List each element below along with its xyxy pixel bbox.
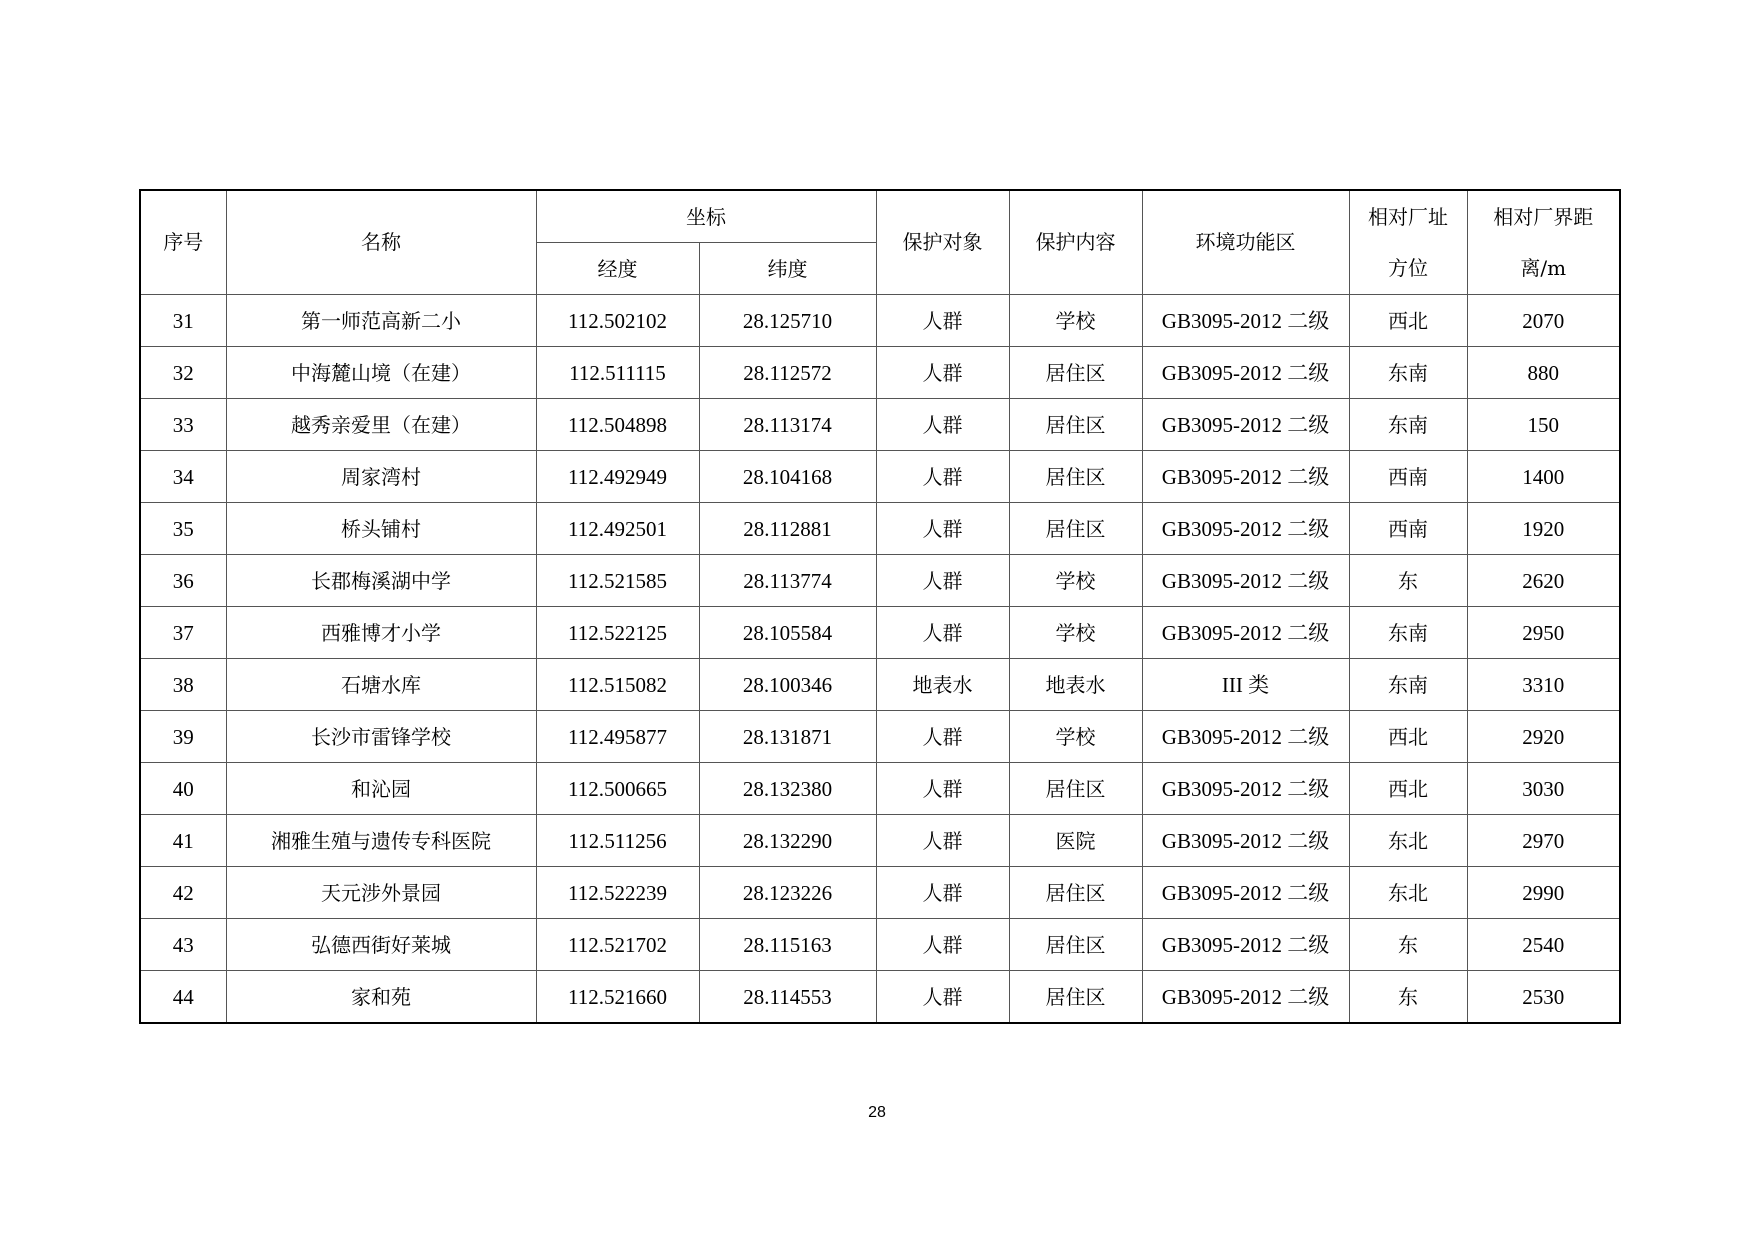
cell-protect-target: 人群 xyxy=(876,555,1009,607)
cell-protect-target: 人群 xyxy=(876,763,1009,815)
cell-env-zone: GB3095-2012 二级 xyxy=(1142,711,1349,763)
header-distance-line1: 相对厂界距 xyxy=(1493,204,1594,229)
header-seq: 序号 xyxy=(140,190,226,295)
cell-protect-content: 学校 xyxy=(1009,607,1142,659)
cell-protect-target: 人群 xyxy=(876,971,1009,1024)
cell-env-zone: GB3095-2012 二级 xyxy=(1142,971,1349,1024)
cell-direction: 东南 xyxy=(1349,659,1467,711)
cell-protect-content: 医院 xyxy=(1009,815,1142,867)
cell-latitude: 28.113774 xyxy=(699,555,876,607)
cell-latitude: 28.113174 xyxy=(699,399,876,451)
cell-seq: 41 xyxy=(140,815,226,867)
cell-protect-target: 人群 xyxy=(876,295,1009,347)
cell-seq: 36 xyxy=(140,555,226,607)
cell-direction: 东北 xyxy=(1349,867,1467,919)
cell-name: 周家湾村 xyxy=(226,451,536,503)
cell-direction: 东 xyxy=(1349,919,1467,971)
cell-protect-content: 居住区 xyxy=(1009,399,1142,451)
cell-seq: 35 xyxy=(140,503,226,555)
cell-name: 天元涉外景园 xyxy=(226,867,536,919)
cell-protect-content: 学校 xyxy=(1009,711,1142,763)
cell-distance: 880 xyxy=(1467,347,1620,399)
cell-longitude: 112.492949 xyxy=(536,451,699,503)
cell-direction: 东 xyxy=(1349,555,1467,607)
cell-protect-content: 居住区 xyxy=(1009,919,1142,971)
cell-env-zone: GB3095-2012 二级 xyxy=(1142,399,1349,451)
cell-latitude: 28.114553 xyxy=(699,971,876,1024)
table-row xyxy=(140,971,1620,1024)
cell-protect-target: 人群 xyxy=(876,503,1009,555)
sensitive-targets-table xyxy=(139,189,1621,1024)
cell-direction: 西南 xyxy=(1349,451,1467,503)
cell-direction: 西南 xyxy=(1349,503,1467,555)
cell-protect-content: 居住区 xyxy=(1009,971,1142,1024)
table-row xyxy=(140,607,1620,659)
table-row xyxy=(140,763,1620,815)
cell-seq: 32 xyxy=(140,347,226,399)
header-row-1 xyxy=(140,190,1620,243)
cell-distance: 3310 xyxy=(1467,659,1620,711)
cell-distance: 1400 xyxy=(1467,451,1620,503)
header-direction xyxy=(1349,190,1467,295)
cell-longitude: 112.511256 xyxy=(536,815,699,867)
cell-name: 湘雅生殖与遗传专科医院 xyxy=(226,815,536,867)
header-name: 名称 xyxy=(226,190,536,295)
cell-name: 越秀亲爱里（在建） xyxy=(226,399,536,451)
cell-env-zone: GB3095-2012 二级 xyxy=(1142,763,1349,815)
header-longitude: 经度 xyxy=(536,243,699,295)
cell-protect-target: 人群 xyxy=(876,815,1009,867)
cell-protect-target: 人群 xyxy=(876,347,1009,399)
cell-longitude: 112.492501 xyxy=(536,503,699,555)
header-protect-content: 保护内容 xyxy=(1009,190,1142,295)
cell-latitude: 28.123226 xyxy=(699,867,876,919)
cell-name: 石塘水库 xyxy=(226,659,536,711)
header-direction-line1: 相对厂址 xyxy=(1368,204,1448,229)
header-env-zone: 环境功能区 xyxy=(1142,190,1349,295)
cell-distance: 2620 xyxy=(1467,555,1620,607)
cell-latitude: 28.131871 xyxy=(699,711,876,763)
cell-direction: 东南 xyxy=(1349,399,1467,451)
header-direction-line2: 方位 xyxy=(1388,255,1428,280)
cell-env-zone: GB3095-2012 二级 xyxy=(1142,503,1349,555)
cell-name: 弘德西街好莱城 xyxy=(226,919,536,971)
header-protect-target: 保护对象 xyxy=(876,190,1009,295)
cell-longitude: 112.511115 xyxy=(536,347,699,399)
cell-distance: 2920 xyxy=(1467,711,1620,763)
cell-env-zone: GB3095-2012 二级 xyxy=(1142,867,1349,919)
cell-name: 第一师范高新二小 xyxy=(226,295,536,347)
cell-env-zone: GB3095-2012 二级 xyxy=(1142,555,1349,607)
header-distance xyxy=(1467,190,1620,295)
cell-name: 长郡梅溪湖中学 xyxy=(226,555,536,607)
cell-seq: 31 xyxy=(140,295,226,347)
table-body xyxy=(140,295,1620,1024)
cell-distance: 1920 xyxy=(1467,503,1620,555)
cell-seq: 37 xyxy=(140,607,226,659)
cell-direction: 西北 xyxy=(1349,711,1467,763)
cell-name: 西雅博才小学 xyxy=(226,607,536,659)
page-number: 28 xyxy=(868,1104,886,1121)
cell-longitude: 112.502102 xyxy=(536,295,699,347)
cell-longitude: 112.504898 xyxy=(536,399,699,451)
cell-distance: 150 xyxy=(1467,399,1620,451)
cell-direction: 西北 xyxy=(1349,295,1467,347)
header-coords: 坐标 xyxy=(536,190,876,243)
cell-distance: 3030 xyxy=(1467,763,1620,815)
cell-longitude: 112.495877 xyxy=(536,711,699,763)
cell-longitude: 112.521660 xyxy=(536,971,699,1024)
cell-distance: 2070 xyxy=(1467,295,1620,347)
cell-protect-target: 人群 xyxy=(876,607,1009,659)
cell-protect-content: 学校 xyxy=(1009,295,1142,347)
cell-env-zone: GB3095-2012 二级 xyxy=(1142,919,1349,971)
cell-longitude: 112.521702 xyxy=(536,919,699,971)
table-row xyxy=(140,919,1620,971)
header-latitude: 纬度 xyxy=(699,243,876,295)
cell-longitude: 112.515082 xyxy=(536,659,699,711)
cell-distance: 2530 xyxy=(1467,971,1620,1024)
cell-longitude: 112.522239 xyxy=(536,867,699,919)
cell-seq: 43 xyxy=(140,919,226,971)
cell-latitude: 28.132380 xyxy=(699,763,876,815)
cell-direction: 东北 xyxy=(1349,815,1467,867)
cell-protect-target: 人群 xyxy=(876,867,1009,919)
cell-direction: 东 xyxy=(1349,971,1467,1024)
cell-protect-content: 居住区 xyxy=(1009,763,1142,815)
cell-direction: 西北 xyxy=(1349,763,1467,815)
table-row xyxy=(140,503,1620,555)
cell-protect-target: 人群 xyxy=(876,399,1009,451)
cell-env-zone: GB3095-2012 二级 xyxy=(1142,347,1349,399)
cell-env-zone: GB3095-2012 二级 xyxy=(1142,295,1349,347)
cell-protect-content: 地表水 xyxy=(1009,659,1142,711)
table-row xyxy=(140,451,1620,503)
cell-longitude: 112.521585 xyxy=(536,555,699,607)
table-row xyxy=(140,659,1620,711)
cell-env-zone: GB3095-2012 二级 xyxy=(1142,451,1349,503)
cell-latitude: 28.105584 xyxy=(699,607,876,659)
cell-direction: 东南 xyxy=(1349,607,1467,659)
cell-protect-content: 居住区 xyxy=(1009,451,1142,503)
cell-distance: 2950 xyxy=(1467,607,1620,659)
cell-protect-content: 学校 xyxy=(1009,555,1142,607)
cell-name: 桥头铺村 xyxy=(226,503,536,555)
cell-protect-content: 居住区 xyxy=(1009,347,1142,399)
cell-distance: 2540 xyxy=(1467,919,1620,971)
cell-seq: 33 xyxy=(140,399,226,451)
cell-protect-content: 居住区 xyxy=(1009,503,1142,555)
table-row xyxy=(140,867,1620,919)
cell-latitude: 28.104168 xyxy=(699,451,876,503)
table-row xyxy=(140,711,1620,763)
cell-latitude: 28.125710 xyxy=(699,295,876,347)
cell-longitude: 112.500665 xyxy=(536,763,699,815)
cell-seq: 44 xyxy=(140,971,226,1024)
cell-protect-target: 人群 xyxy=(876,451,1009,503)
cell-latitude: 28.115163 xyxy=(699,919,876,971)
cell-latitude: 28.100346 xyxy=(699,659,876,711)
cell-seq: 40 xyxy=(140,763,226,815)
cell-seq: 34 xyxy=(140,451,226,503)
table-row xyxy=(140,815,1620,867)
cell-direction: 东南 xyxy=(1349,347,1467,399)
cell-protect-content: 居住区 xyxy=(1009,867,1142,919)
cell-env-zone: GB3095-2012 二级 xyxy=(1142,815,1349,867)
cell-seq: 38 xyxy=(140,659,226,711)
cell-protect-target: 人群 xyxy=(876,919,1009,971)
header-distance-line2: 离/m xyxy=(1520,255,1567,280)
cell-name: 中海麓山境（在建） xyxy=(226,347,536,399)
cell-longitude: 112.522125 xyxy=(536,607,699,659)
table-row xyxy=(140,399,1620,451)
cell-protect-target: 人群 xyxy=(876,711,1009,763)
cell-env-zone: GB3095-2012 二级 xyxy=(1142,607,1349,659)
table-header xyxy=(140,190,1620,295)
cell-name: 家和苑 xyxy=(226,971,536,1024)
cell-latitude: 28.112881 xyxy=(699,503,876,555)
cell-name: 长沙市雷锋学校 xyxy=(226,711,536,763)
cell-latitude: 28.132290 xyxy=(699,815,876,867)
cell-protect-target: 地表水 xyxy=(876,659,1009,711)
cell-seq: 42 xyxy=(140,867,226,919)
cell-latitude: 28.112572 xyxy=(699,347,876,399)
table-row xyxy=(140,295,1620,347)
cell-name: 和沁园 xyxy=(226,763,536,815)
table-row xyxy=(140,555,1620,607)
cell-seq: 39 xyxy=(140,711,226,763)
cell-env-zone: III 类 xyxy=(1142,659,1349,711)
cell-distance: 2970 xyxy=(1467,815,1620,867)
cell-distance: 2990 xyxy=(1467,867,1620,919)
table-row xyxy=(140,347,1620,399)
